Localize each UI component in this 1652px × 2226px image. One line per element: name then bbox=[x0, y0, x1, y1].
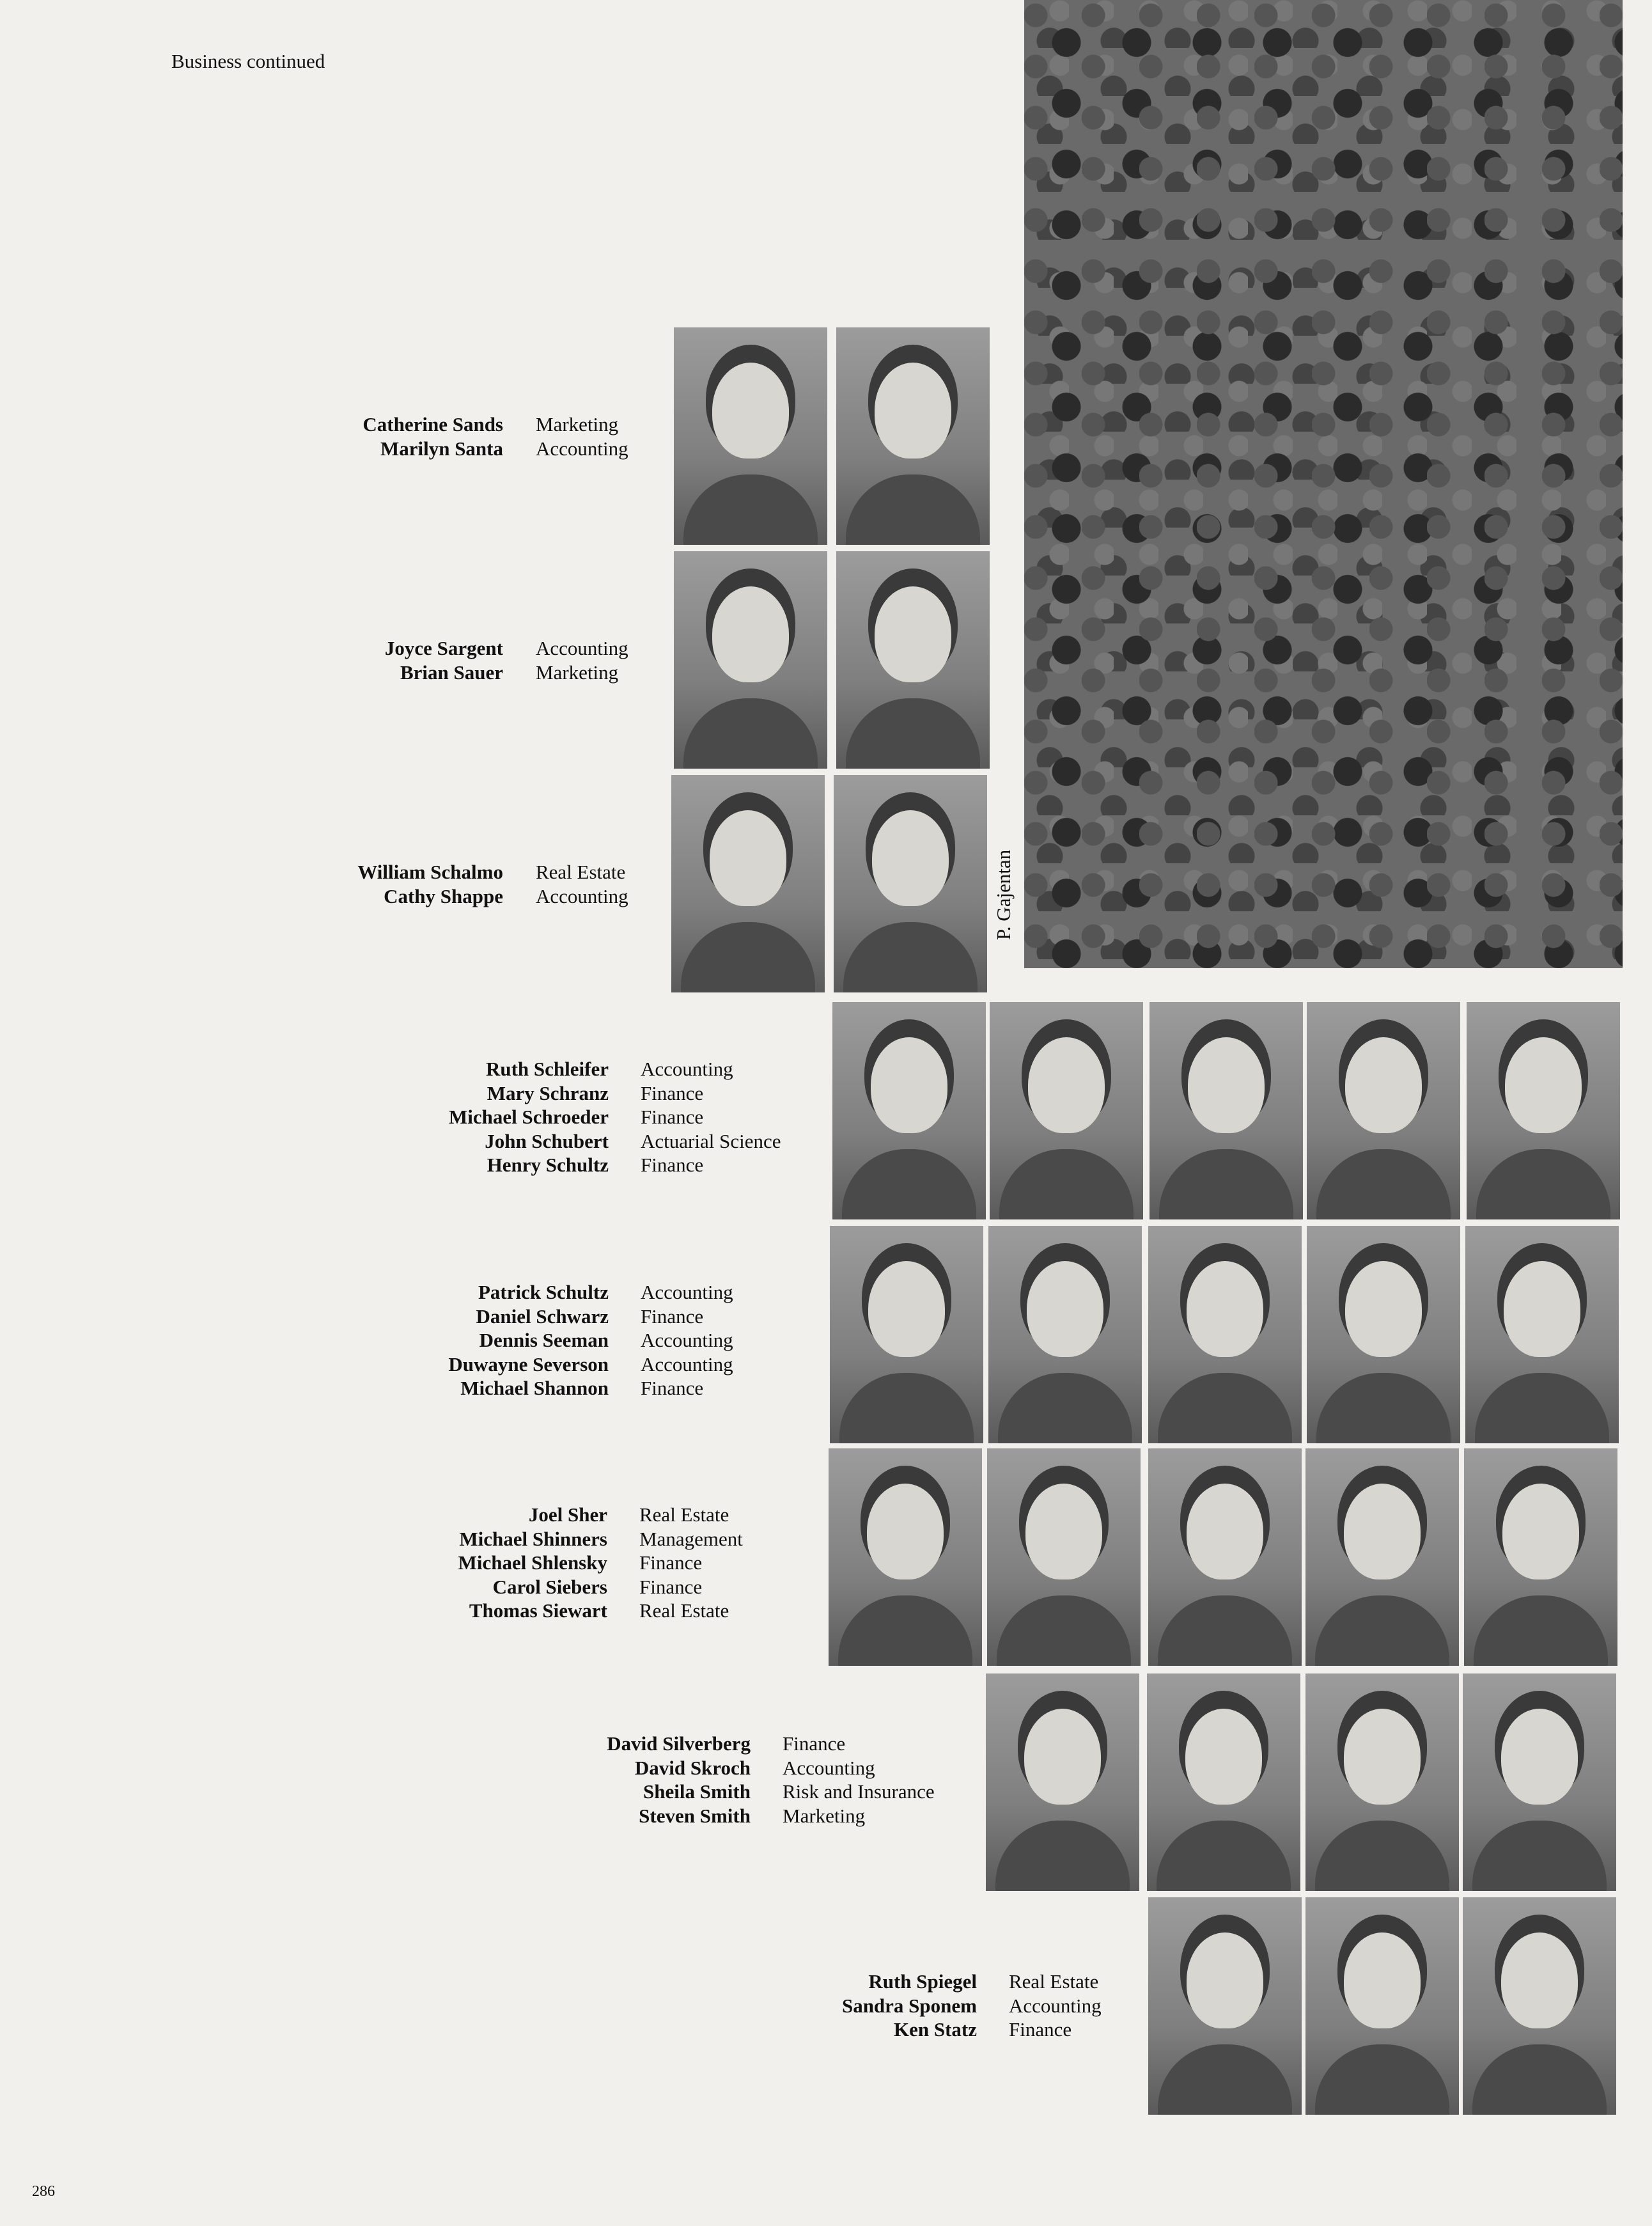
student-major: Accounting bbox=[641, 1329, 733, 1351]
portrait-photo bbox=[1147, 1673, 1300, 1891]
student-name: David Silverberg bbox=[607, 1732, 751, 1755]
student-major: Finance bbox=[639, 1551, 703, 1574]
student-major: Finance bbox=[1009, 2018, 1072, 2041]
portrait-photo bbox=[1149, 1002, 1303, 1219]
portrait-photo bbox=[1307, 1226, 1460, 1443]
group-3-majors bbox=[536, 860, 628, 908]
student-name: Michael Shlensky bbox=[458, 1551, 607, 1574]
student-major: Finance bbox=[641, 1081, 704, 1104]
student-name: Joyce Sargent bbox=[384, 637, 503, 659]
portrait-photo bbox=[834, 775, 987, 992]
page-number: 286 bbox=[32, 2183, 55, 2200]
student-name: David Skroch bbox=[634, 1756, 751, 1779]
portrait-photo bbox=[1305, 1448, 1459, 1666]
student-major: Actuarial Science bbox=[641, 1129, 781, 1152]
student-name: Ruth Spiegel bbox=[868, 1970, 977, 1993]
student-name: Michael Shannon bbox=[460, 1377, 609, 1399]
student-name: Ruth Schleifer bbox=[485, 1058, 609, 1080]
portrait-photo bbox=[836, 551, 990, 769]
student-major: Accounting bbox=[536, 437, 628, 460]
group-4-names bbox=[449, 1057, 609, 1177]
student-major: Accounting bbox=[641, 1058, 733, 1080]
group-7-majors bbox=[783, 1732, 935, 1828]
student-name: John Schubert bbox=[485, 1129, 609, 1152]
student-major: Accounting bbox=[536, 637, 628, 659]
student-major: Real Estate bbox=[639, 1503, 729, 1526]
student-major: Finance bbox=[783, 1732, 846, 1755]
student-name: William Schalmo bbox=[357, 861, 503, 883]
group-5-names bbox=[448, 1280, 609, 1400]
group-1-majors bbox=[536, 412, 628, 460]
student-major: Accounting bbox=[641, 1352, 733, 1376]
student-name: Ken Statz bbox=[893, 2018, 977, 2041]
student-major: Accounting bbox=[641, 1281, 733, 1303]
student-name: Sandra Sponem bbox=[841, 1994, 977, 2017]
student-major: Accounting bbox=[1009, 1994, 1102, 2017]
portrait-photo bbox=[674, 551, 827, 769]
student-major: Marketing bbox=[783, 1804, 866, 1827]
student-name: Mary Schranz bbox=[487, 1081, 609, 1104]
student-major: Real Estate bbox=[1009, 1970, 1099, 1993]
portrait-photo bbox=[674, 327, 827, 545]
portrait-photo bbox=[1307, 1002, 1460, 1219]
group-4-majors bbox=[641, 1057, 781, 1177]
portrait-photo bbox=[836, 327, 990, 545]
group-7-names bbox=[607, 1732, 751, 1828]
student-name: Steven Smith bbox=[639, 1804, 751, 1827]
portrait-photo bbox=[671, 775, 825, 992]
portrait-photo bbox=[829, 1448, 982, 1666]
group-6-majors bbox=[639, 1503, 743, 1623]
student-major: Marketing bbox=[536, 661, 619, 684]
group-3-names bbox=[357, 860, 503, 908]
portrait-photo bbox=[1467, 1002, 1620, 1219]
student-name: Thomas Siewart bbox=[469, 1599, 607, 1622]
student-name: Joel Sher bbox=[528, 1503, 607, 1526]
student-major: Finance bbox=[641, 1377, 704, 1399]
portrait-photo bbox=[1465, 1226, 1619, 1443]
portrait-photo bbox=[987, 1448, 1141, 1666]
portrait-photo bbox=[988, 1226, 1142, 1443]
student-major: Real Estate bbox=[639, 1599, 729, 1622]
portrait-photo bbox=[1148, 1448, 1302, 1666]
portrait-photo bbox=[1148, 1226, 1302, 1443]
student-major: Finance bbox=[639, 1575, 703, 1598]
student-name: Brian Sauer bbox=[400, 661, 503, 684]
student-name: Marilyn Santa bbox=[380, 437, 503, 460]
group-2-names bbox=[385, 636, 503, 684]
portrait-photo bbox=[1464, 1448, 1617, 1666]
portrait-photo bbox=[1305, 1897, 1459, 2115]
portrait-photo bbox=[1148, 1897, 1302, 2115]
student-major: Accounting bbox=[536, 884, 628, 907]
student-name: Carol Siebers bbox=[492, 1575, 607, 1598]
student-major: Real Estate bbox=[536, 861, 626, 883]
student-name: Sheila Smith bbox=[643, 1780, 751, 1803]
student-major: Accounting bbox=[783, 1756, 875, 1779]
section-header: Business continued bbox=[171, 50, 325, 72]
photo-credit: P. Gajentan bbox=[992, 849, 1015, 940]
student-name: Patrick Schultz bbox=[478, 1281, 609, 1303]
student-name: Cathy Shappe bbox=[384, 884, 503, 907]
student-name: Catherine Sands bbox=[362, 413, 503, 435]
student-major: Risk and Insurance bbox=[783, 1780, 935, 1803]
group-5-majors bbox=[641, 1280, 733, 1400]
student-major: Finance bbox=[641, 1305, 704, 1328]
portrait-photo bbox=[986, 1673, 1139, 1891]
group-1-names bbox=[362, 412, 503, 460]
portrait-photo bbox=[1463, 1673, 1616, 1891]
crowd-photo bbox=[1024, 0, 1623, 968]
student-major: Marketing bbox=[536, 413, 619, 435]
student-name: Daniel Schwarz bbox=[476, 1305, 609, 1328]
student-name: Henry Schultz bbox=[487, 1154, 609, 1176]
portrait-photo bbox=[832, 1002, 986, 1219]
student-major: Management bbox=[639, 1527, 743, 1550]
group-8-majors bbox=[1009, 1970, 1102, 2042]
student-major: Finance bbox=[641, 1154, 704, 1176]
group-8-names bbox=[842, 1970, 977, 2042]
portrait-photo bbox=[1463, 1897, 1616, 2115]
portrait-photo bbox=[830, 1226, 983, 1443]
student-major: Finance bbox=[641, 1106, 704, 1128]
student-name: Dennis Seeman bbox=[479, 1329, 609, 1351]
group-2-majors bbox=[536, 636, 628, 684]
group-6-names bbox=[458, 1503, 607, 1623]
student-name: Duwayne Severson bbox=[448, 1352, 609, 1376]
portrait-photo bbox=[990, 1002, 1143, 1219]
student-name: Michael Schroeder bbox=[449, 1106, 609, 1128]
student-name: Michael Shinners bbox=[459, 1527, 607, 1550]
portrait-photo bbox=[1305, 1673, 1459, 1891]
